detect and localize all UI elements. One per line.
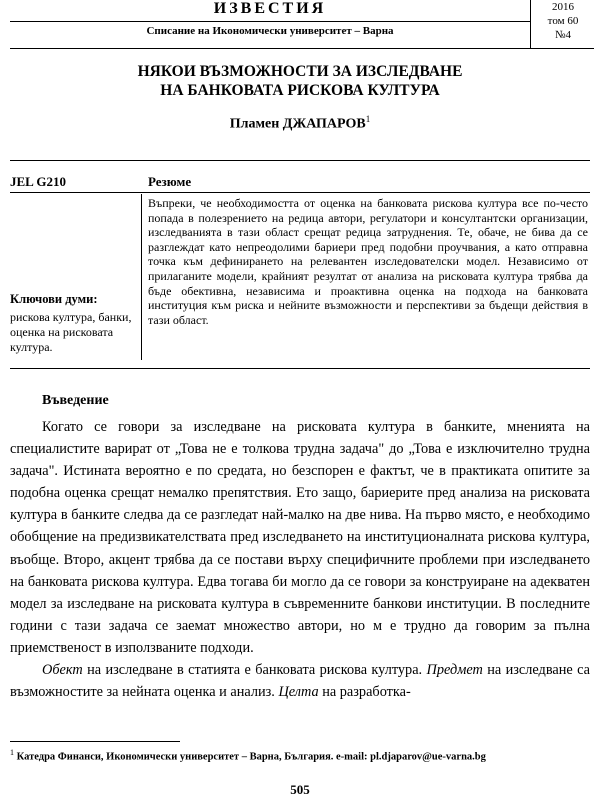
journal-title: ИЗВЕСТИЯ — [213, 0, 327, 17]
body-paragraph-2 — [10, 659, 590, 703]
page-number: 505 — [290, 782, 310, 797]
section-heading-introduction: Въведение — [42, 393, 109, 408]
article-title-line-1: НЯКОИ ВЪЗМОЖНОСТИ ЗА ИЗСЛЕДВАНЕ — [137, 63, 463, 80]
footnote-text: Катедра Финанси, Икономически университет – Варна, България. e-mail: pl.djaparov@ue-varna.bg — [14, 751, 486, 763]
author-name: Пламен ДЖАПАРОВ — [229, 116, 366, 132]
meta-bottom-rule — [10, 368, 590, 369]
paragraph-2-text-2: на изследване са възможностите за нейната оценка и анализ. — [10, 662, 591, 701]
paragraph-2-text-3: на разработка- — [318, 684, 411, 701]
abstract-text: Въпреки, че необходимостта от оценка на банковата рискова култура все по-често попада в полезрението на редица автори, регулатори и консултантски организации, изследванията в тази област срещат редица затруднения. Те, обаче, не бива да се разглеждат като непреодолими бариери пред подобни проучвания, а като отправна точка към дефинирането на релевантен изследователски модел. Независимо от прилаганите модели, крайният резултат от анализа на рисковата култура трябва да бъде обективна, независима и проактивна оценка на подхода на банковата институция към риска и нейните възможности и перспективи за бъдещи действия в тази област. — [148, 196, 588, 327]
abstract-heading: Резюме — [148, 174, 192, 189]
header-bottom-rule — [10, 48, 594, 49]
header-divider — [10, 21, 530, 22]
footnote-rule — [10, 741, 180, 742]
issue-number: №4 — [555, 29, 571, 41]
footnote-mark: 1 — [10, 748, 14, 757]
article-body — [10, 416, 590, 703]
emphasis-aim: Целта — [278, 684, 319, 701]
meta-top-rule — [10, 160, 590, 161]
meta-column-divider — [141, 194, 142, 360]
article-title-line-2: НА БАНКОВАТА РИСКОВА КУЛТУРА — [160, 82, 440, 99]
article-author — [20, 114, 580, 133]
issue-year: 2016 — [552, 1, 574, 13]
footnote — [10, 746, 588, 764]
emphasis-subject: Предмет — [426, 662, 483, 679]
journal-header-left — [10, 0, 531, 48]
body-paragraph-1: Когато се говори за изследване на рисковата култура в банките, мненията на специалистите варират от „Това не е толкова трудна задача" до „Това е изключително трудна задача". Истината вероятно е по средата, но безспорен е фактът, че в практиката опитите за подобна оценка срещат немалко препятствия. Ето защо, бариерите пред анализа на рисковата култура в банките следва да се разгледат най-малко на две нива. На първо място, е необходимо обобщение на предизвикателствата пред изследването на институционалната рискова култура, въобще. Второ, акцент трябва да се постави върху специфичните проблеми при изследването на банковата рискова култура. Едва тогава би могло да се говори за конструиране на адекватен модел за изследване на рисковата култура в съвременните банкови институции. В последните години с тази задача се заемат множество автори, но м е трудно да говорим за пълна приемственост в използваните подходи. — [10, 419, 590, 656]
journal-header — [0, 0, 600, 50]
keywords-text: рискова култура, банки, оценка на рисковата култура. — [10, 310, 132, 354]
emphasis-object: Обект — [42, 662, 83, 679]
paragraph-2-text-1: на изследване в статията е банковата рискова култура. — [82, 662, 427, 679]
journal-subtitle: Списание на Икономически университет – Варна — [146, 25, 394, 37]
article-title-block — [20, 62, 580, 133]
issue-volume: том 60 — [547, 15, 579, 27]
author-footnote-mark: 1 — [365, 114, 371, 124]
jel-code: JEL G210 — [10, 174, 66, 189]
keywords-label: Ключови думи: — [10, 292, 98, 306]
issue-info — [532, 0, 594, 48]
article-title — [20, 62, 580, 100]
meta-heading-rule — [10, 192, 590, 193]
